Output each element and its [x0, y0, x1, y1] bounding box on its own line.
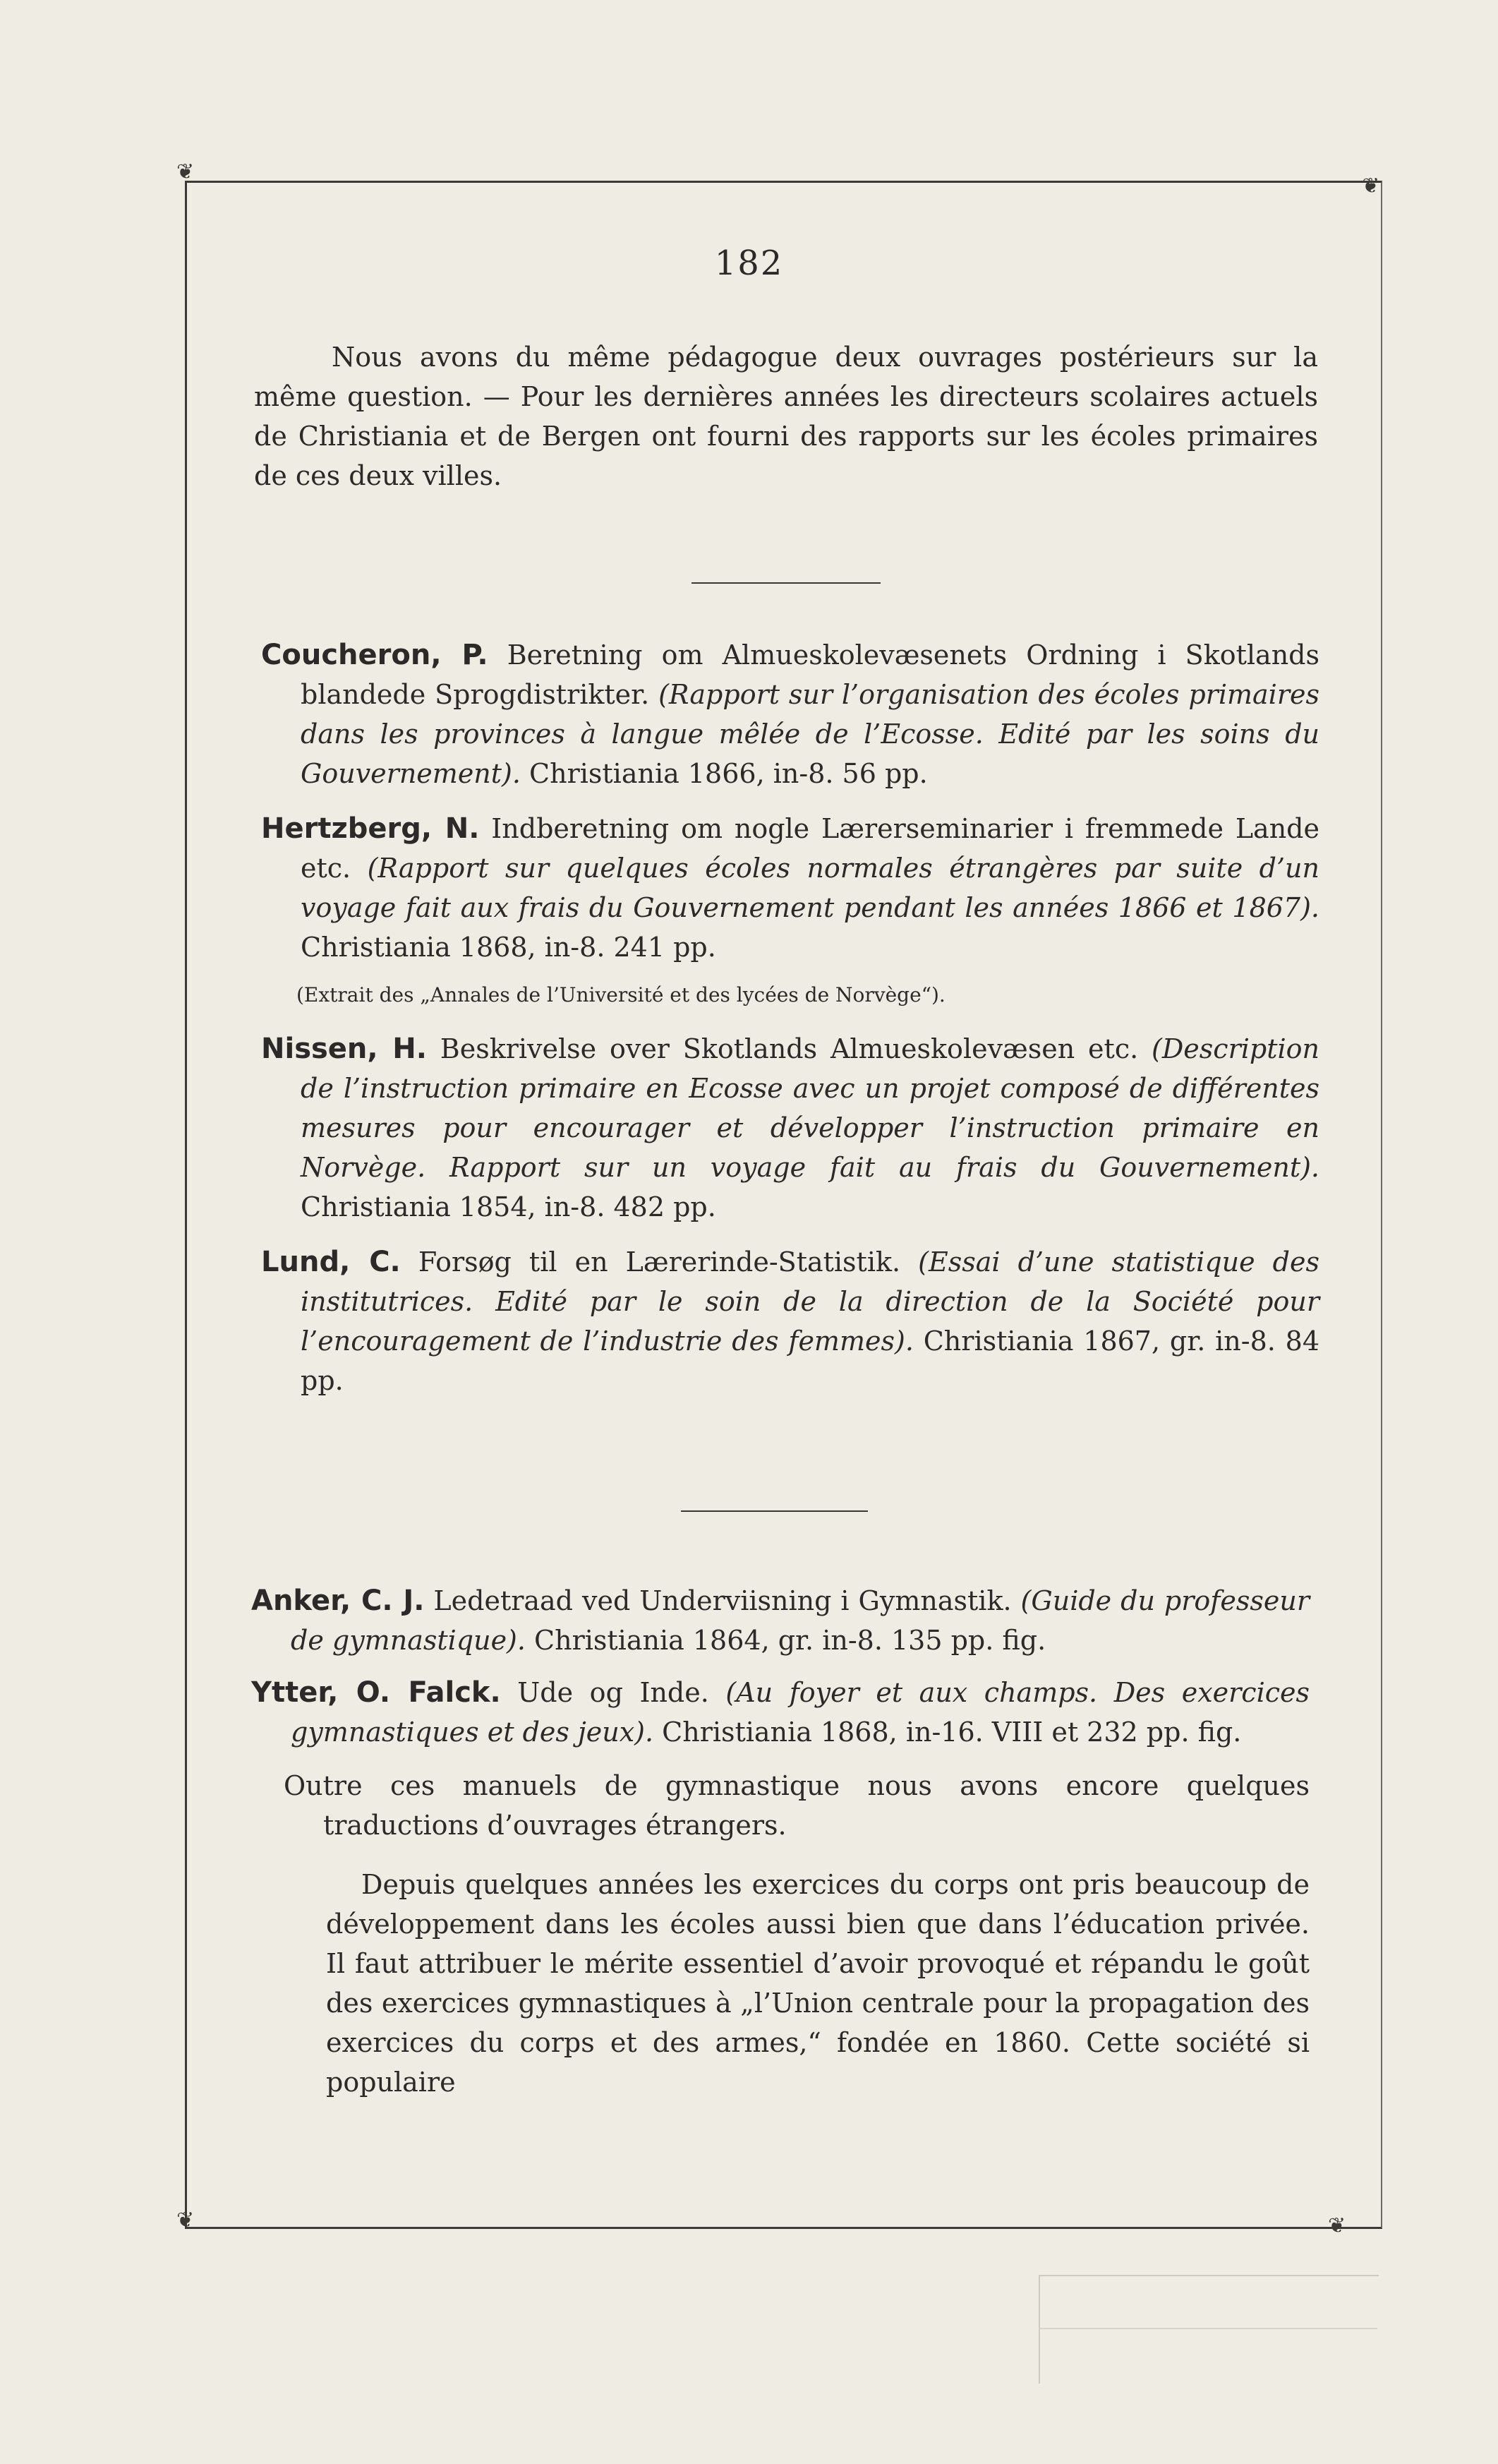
corner-ornament-bottom-left: ❦	[176, 2208, 195, 2232]
entry-french-title: (Rapport sur l’organisation des écoles primaires dans les provinces à langue mêlée de l’Ecosse. Edité par les soins du Gouvernement).	[301, 679, 1319, 789]
entry-author: Hertzberg, N.	[261, 812, 480, 845]
entry-french-title: (Au foyer et aux champs. Des exercices gymnastiques et des jeux).	[291, 1677, 1310, 1748]
outro-paragraph-1: Outre ces manuels de gymnastique nous avons encore quelques traductions d’ouvrages étrangers.	[284, 1770, 1310, 1841]
entry-author: Coucheron, P.	[261, 639, 488, 671]
bibliography-section-1	[261, 635, 1319, 1400]
entry-french-title: (Rapport sur quelques écoles normales étrangères par suite d’un voyage fait aux frais du Gouvernement pendant les années 1866 et 1867).	[301, 853, 1319, 923]
corner-ornament-bottom-right: ❦	[1328, 2213, 1346, 2238]
entry-publication: Christiania 1868, in-8. 241 pp.	[301, 932, 716, 963]
page-number: 182	[714, 244, 784, 283]
entry-title: Beskrivelse over Skotlands Almueskolevæsen etc.	[426, 1033, 1152, 1064]
bib-entry	[251, 1581, 1310, 1660]
entry-french-title: (Description de l’instruction primaire en Ecosse avec un projet composé de différentes mesures pour encourager et développer l’instruction primaire en Norvège. Rapport sur un voyage fait au frais du Gouvernement).	[301, 1033, 1319, 1183]
intro-text: Nous avons du même pédagogue deux ouvrages postérieurs sur la même question. — Pour les dernières années les directeurs scolaires actuels de Christiania et de Bergen ont fourni des rapports sur les écoles primaires de ces deux villes.	[254, 342, 1318, 491]
entry-french-title: (Guide du professeur de gymnastique).	[291, 1585, 1310, 1656]
entry-author: Ytter, O. Falck.	[251, 1676, 501, 1709]
bib-entry	[251, 1673, 1310, 1752]
bib-entry	[261, 809, 1319, 967]
section-divider	[691, 582, 881, 584]
page-edge-shadow	[1039, 2275, 1379, 2384]
entry-author: Anker, C. J.	[251, 1585, 425, 1617]
corner-ornament-top-left: ❦	[176, 160, 195, 184]
entry-publication: Christiania 1868, in-16. VIII et 232 pp. fig.	[653, 1717, 1242, 1748]
entry-author: Nissen, H.	[261, 1033, 427, 1065]
corner-ornament-top-right: ❦	[1362, 174, 1380, 198]
section-divider	[681, 1510, 868, 1512]
entry-author: Lund, C.	[261, 1246, 401, 1278]
entry-publication: Christiania 1864, gr. in-8. 135 pp. fig.	[525, 1625, 1046, 1656]
entry-title: Ledetraad ved Underviisning i Gymnastik.	[424, 1585, 1021, 1616]
intro-paragraph	[254, 337, 1318, 495]
entry-note: (Extrait des „Annales de l’Université et des lycées de Norvège“).	[296, 983, 946, 1006]
entry-publication: Christiania 1866, in-8. 56 pp.	[520, 758, 928, 789]
entry-title: Indberetning om nogle Lærerseminarier i fremmede Lande etc.	[301, 813, 1319, 884]
bib-entry	[261, 1029, 1319, 1227]
entry-title: Ude og Inde.	[500, 1677, 726, 1708]
entry-title: Beretning om Almueskolevæsenets Ordning i Skotlands blandede Sprogdistrikter.	[301, 639, 1319, 710]
entry-publication: Christiania 1867, gr. in-8. 84 pp.	[301, 1326, 1320, 1396]
page-edge-line	[1039, 2328, 1377, 2329]
bibliography-section-2	[251, 1581, 1310, 2102]
entry-title: Forsøg til en Lærerinde-Statistik.	[400, 1246, 919, 1278]
entry-publication: Christiania 1854, in-8. 482 pp.	[301, 1191, 716, 1222]
outro-paragraph-2: Depuis quelques années les exercices du corps ont pris beaucoup de développement dans les écoles aussi bien que dans l’éducation privée. Il faut attribuer le mérite essentiel d’avoir provoqué et répandu le goût des exercices gymnastiques à „l’Union centrale pour la propagation des exercices du corps et des armes,“ fondée en 1860. Cette société si populaire	[326, 1869, 1310, 2098]
entry-french-title: (Essai d’une statistique des institutrices. Edité par le soin de la direction de la Société pour l’encouragement de l’industrie des femmes).	[301, 1246, 1319, 1357]
bib-entry	[261, 1242, 1319, 1400]
bib-entry	[261, 635, 1319, 793]
